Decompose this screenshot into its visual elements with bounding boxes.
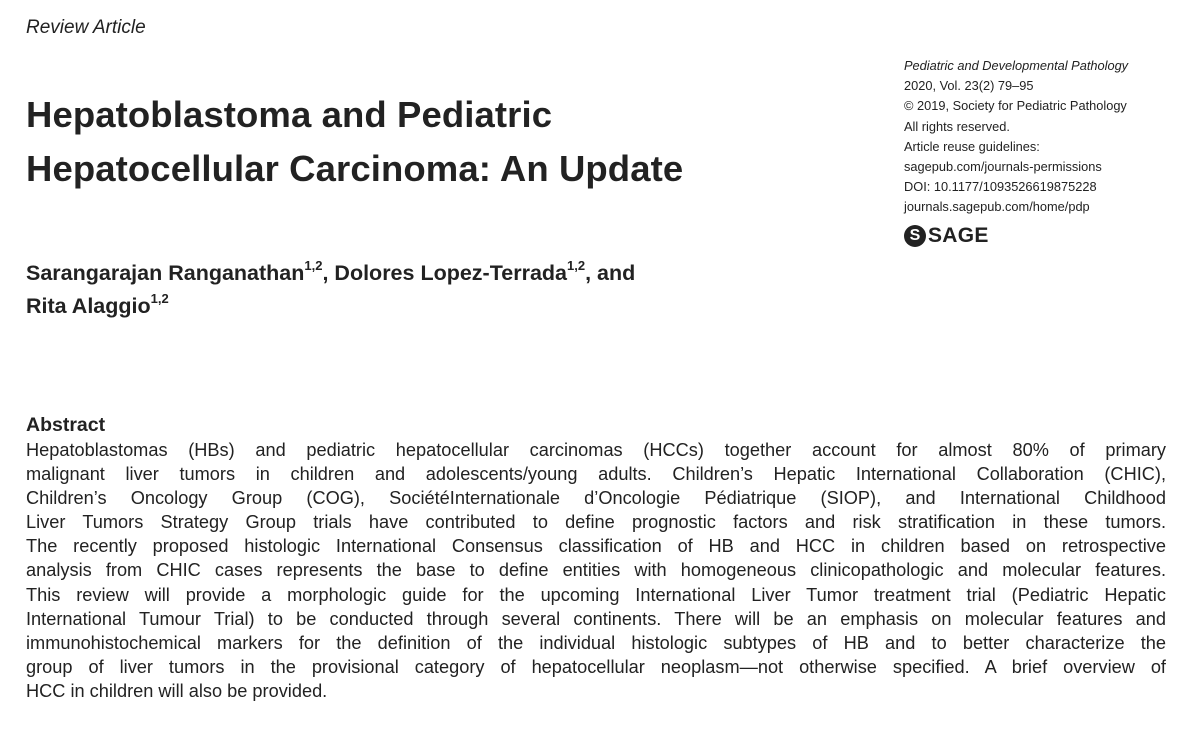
journal-volume: 2020, Vol. 23(2) 79–95 xyxy=(904,78,1034,94)
abstract-line: group of liver tumors in the provisional category of hepatocellular neoplasm—not otherwise specified. A brief overview of xyxy=(26,656,1166,677)
copyright-line: © 2019, Society for Pediatric Pathology xyxy=(904,98,1127,114)
author-affiliation: 1,2 xyxy=(150,290,169,306)
abstract-line: This review will provide a morphologic guide for the upcoming International Liver Tumor treatment trial (Pediatric Hepatic xyxy=(26,584,1166,605)
abstract-line: Hepatoblastomas (HBs) and pediatric hepatocellular carcinomas (HCCs) together account for almost 80% of primary xyxy=(26,440,1166,460)
author-name: Dolores Lopez-Terrada xyxy=(334,261,567,285)
publisher-logo xyxy=(904,223,1194,249)
article-title-line-2: Hepatocellular Carcinoma: An Update xyxy=(26,148,684,189)
abstract-line: International Tumour Trial) to be conducted through several continents. There will be an emphasis on molecular features and xyxy=(26,608,1166,629)
author-name: Sarangarajan Ranganathan xyxy=(26,261,305,285)
article-title xyxy=(26,88,846,196)
abstract-line: immunohistochemical markers for the definition of the individual histologic subtypes of HB and to better characterize the xyxy=(26,632,1166,653)
article-title-line-1: Hepatoblastoma and Pediatric xyxy=(26,94,553,135)
abstract-line: The recently proposed histologic International Consensus classification of HB and HCC in children based on retrospective xyxy=(26,536,1166,557)
author-name: Rita Alaggio xyxy=(26,294,151,318)
doi-link[interactable]: DOI: 10.1177/1093526619875228 xyxy=(904,179,1097,195)
abstract-line: Liver Tumors Strategy Group trials have contributed to define prognostic factors and risk stratification in these tumors. xyxy=(26,512,1166,533)
author-separator: , and xyxy=(585,261,636,285)
author-separator: , xyxy=(322,261,335,285)
author-affiliation: 1,2 xyxy=(567,257,586,273)
article-type-label: Review Article xyxy=(26,17,146,38)
reuse-link[interactable]: sagepub.com/journals-permissions xyxy=(904,159,1102,175)
rights-line: All rights reserved. xyxy=(904,118,1010,134)
author-list xyxy=(26,257,886,323)
sage-logo-icon xyxy=(904,225,926,247)
publisher-name: SAGE xyxy=(928,223,989,247)
abstract-heading: Abstract xyxy=(26,414,106,436)
journal-name: Pediatric and Developmental Pathology xyxy=(904,58,1129,73)
abstract-line: Children’s Oncology Group (COG), SociétéInternationale d’Oncologie Pédiatrique (SIOP), and International Childhood xyxy=(26,488,1166,509)
abstract-line: HCC in children will also be provided. xyxy=(26,680,328,701)
abstract-line: analysis from CHIC cases represents the base to define entities with homogeneous clinicopathologic and molecular features. xyxy=(26,560,1166,581)
reuse-label: Article reuse guidelines: xyxy=(904,138,1040,154)
journal-home-link[interactable]: journals.sagepub.com/home/pdp xyxy=(904,199,1090,215)
author-line-2 xyxy=(26,290,886,323)
author-line-1 xyxy=(26,257,886,290)
abstract-body xyxy=(26,438,1166,703)
abstract-section xyxy=(26,412,1166,703)
abstract-line: malignant liver tumors in children and adolescents/young adults. Children’s Hepatic International Collaboration (CHIC), xyxy=(26,464,1166,485)
author-affiliation: 1,2 xyxy=(304,257,323,273)
journal-metadata xyxy=(904,56,1194,249)
